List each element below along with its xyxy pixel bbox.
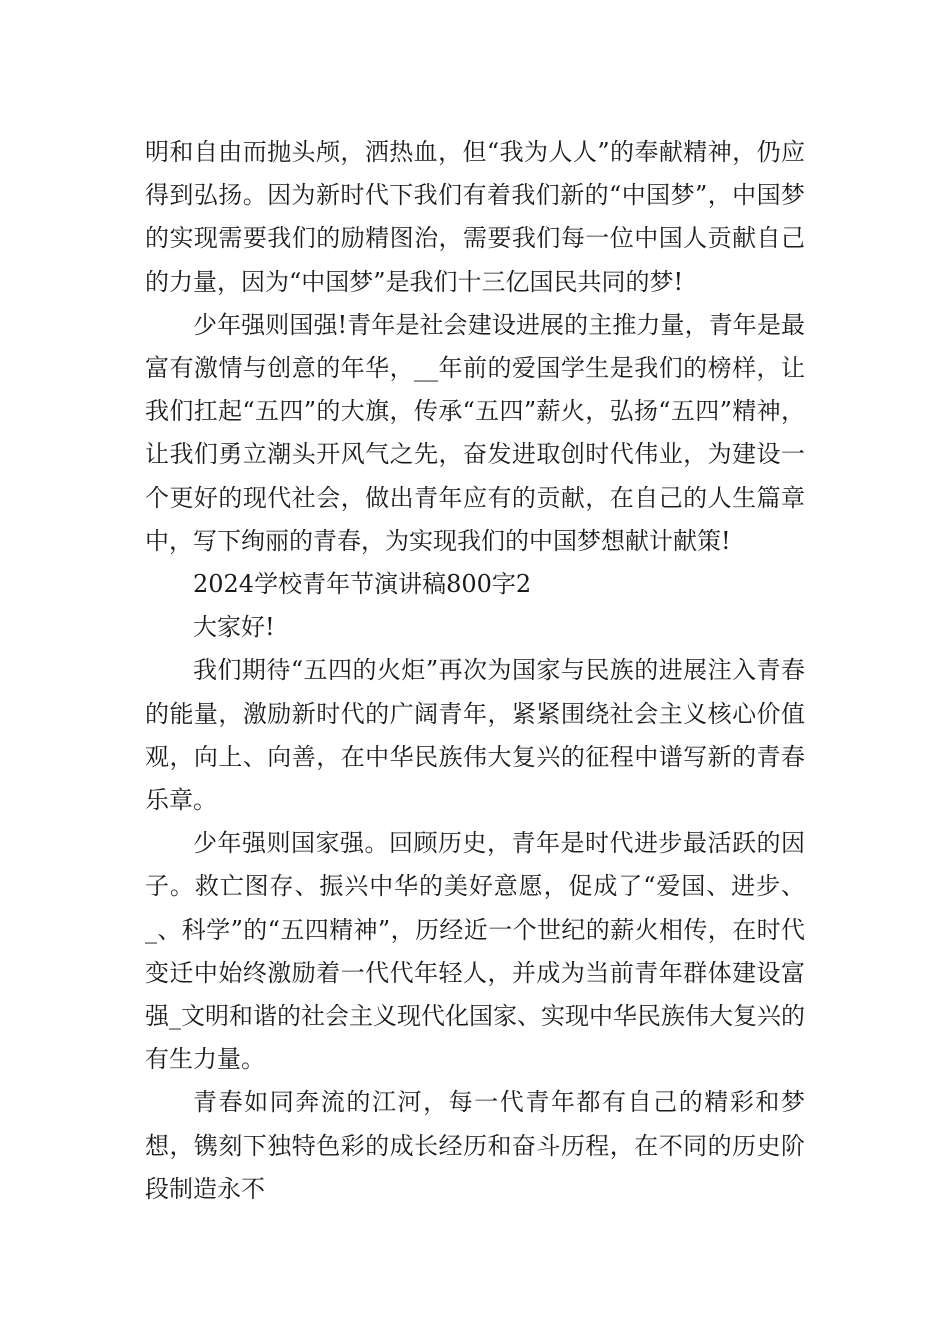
greeting: 大家好! (193, 613, 275, 642)
paragraph-1: 明和自由而抛头颅，洒热血，但“我为人人”的奉献精神，仍应得到弘扬。因为新时代下我们有着我们新的“中国梦”，中国梦的实现需要我们的励精图治，需要我们每一位中国人贡献自己的力量，因为“中国梦”是我们十三亿国民共同的梦! (145, 138, 805, 296)
paragraph-6: 少年强则国家强。回顾历史，青年是时代进步最活跃的因子。救亡图存、振兴中华的美好意愿，促成了“爱国、进步、_、科学”的“五四精神”，历经近一个世纪的薪火相传，在时代变迁中始终激励着一代代年轻人，并成为当前青年群体建设富强_文明和谐的社会主义现代化国家、实现中华民族伟大复兴的有生力量。 (145, 829, 805, 1074)
paragraph-2: 少年强则国强!青年是社会建设进展的主推力量，青年是最富有激情与创意的年华，__年前的爱国学生是我们的榜样，让我们扛起“五四”的大旗，传承“五四”薪火，弘扬“五四”精神，让我们勇立潮头开风气之先，奋发进取创时代伟业，为建设一个更好的现代社会，做出青年应有的贡献，在自己的人生篇章中，写下绚丽的青春，为实现我们的中国梦想献计献策! (145, 310, 805, 555)
paragraph-7: 青春如同奔流的江河，每一代青年都有自己的精彩和梦想，镌刻下独特色彩的成长经历和奋斗历程，在不同的历史阶段制造永不 (145, 1088, 805, 1203)
section-heading: 2024学校青年节演讲稿800字2 (193, 570, 532, 599)
document-body (145, 131, 805, 1211)
paragraph-5: 我们期待“五四的火炬”再次为国家与民族的进展注入青春的能量，激励新时代的广阔青年，紧紧围绕社会主义核心价值观，向上、向善，在中华民族伟大复兴的征程中谱写新的青春乐章。 (145, 656, 805, 815)
